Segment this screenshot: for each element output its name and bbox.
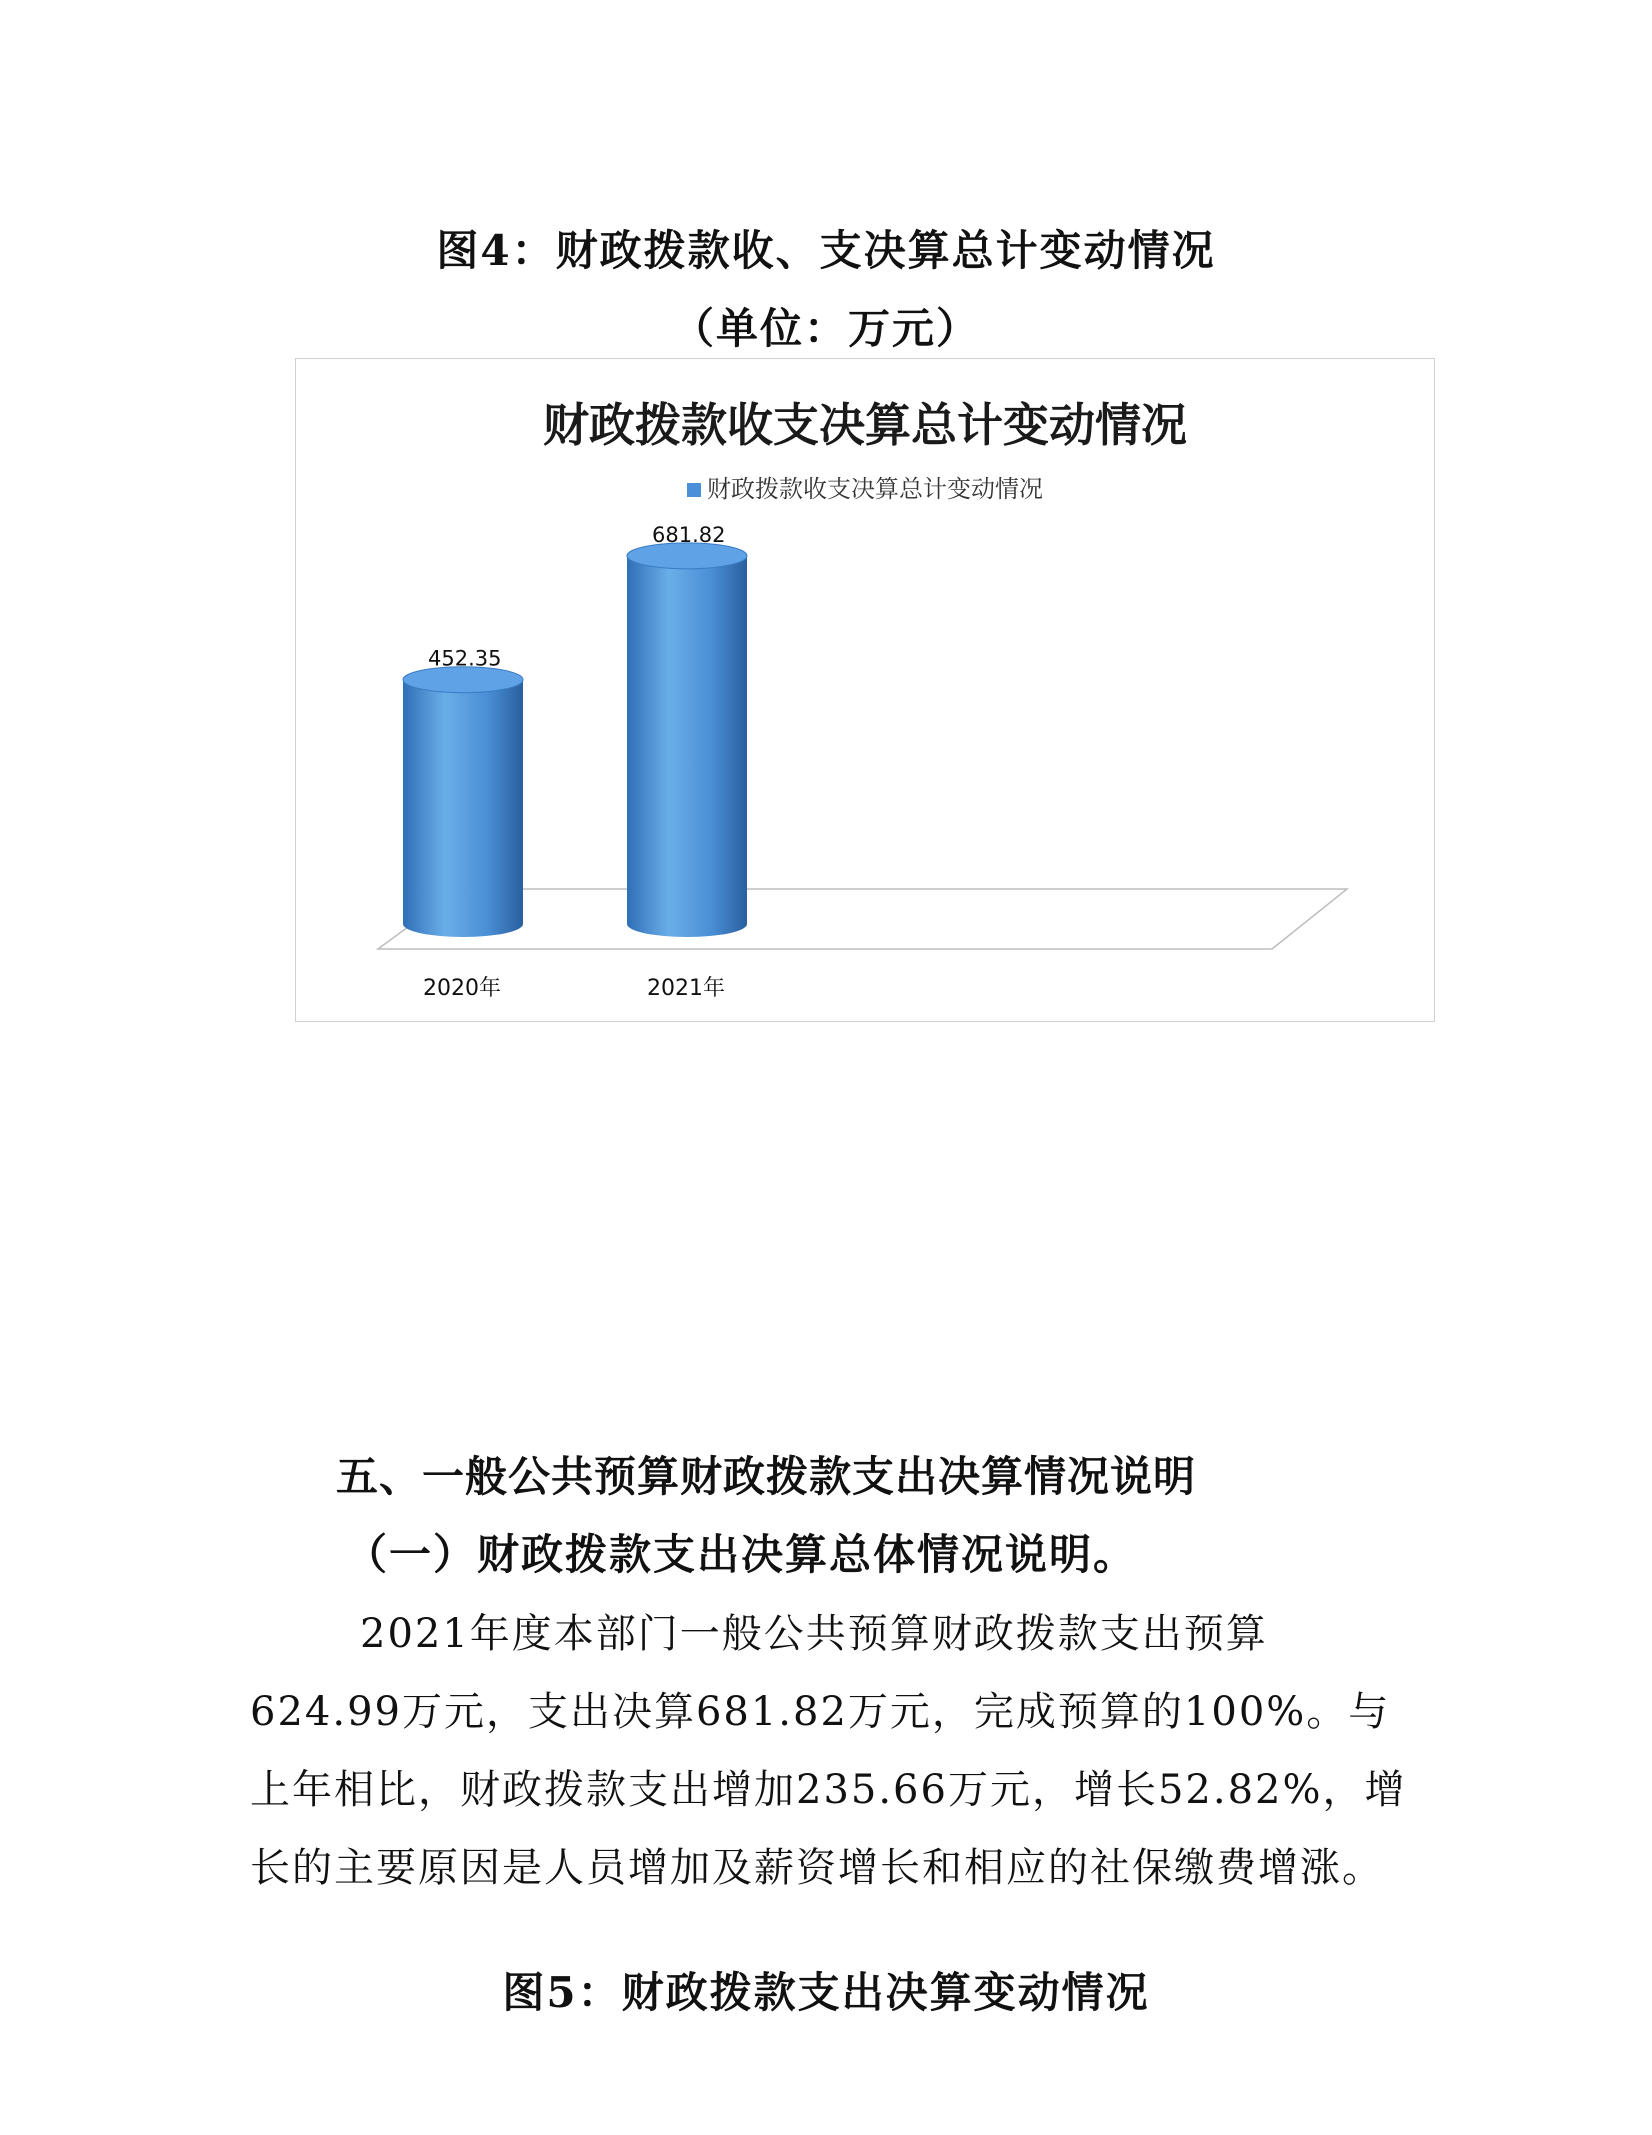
legend-label: 财政拨款收支决算总计变动情况 (707, 475, 1043, 503)
bar-value-label: 681.82 (652, 522, 726, 547)
sub-heading: （一）财政拨款支出决算总体情况说明。 (345, 1530, 1138, 1579)
chart-title: 财政拨款收支决算总计变动情况 (543, 398, 1187, 452)
chart-plot (296, 359, 1436, 1023)
section-heading: 五、一般公共预算财政拨款支出决算情况说明 (336, 1452, 1197, 1501)
category-label: 2020年 (423, 976, 501, 1001)
figure-5-caption: 图5：财政拨款支出决算变动情况 (502, 1968, 1150, 2017)
bar-value-label: 452.35 (428, 646, 502, 671)
category-label: 2021年 (647, 976, 725, 1001)
bar-body (627, 556, 747, 937)
body-paragraph: 2021年度本部门一般公共预算财政拨款支出预算624.99万元，支出决算681.82万元，完成预算的100%。与上年相比，财政拨款支出增加235.66万元，增长52.82%，增长的主要原因是人员增加及薪资增长和相应的社保缴费增涨。 (250, 1611, 1407, 1891)
bar-cylinder (403, 667, 523, 937)
bar-body (403, 680, 523, 937)
bar-cylinder (627, 543, 747, 937)
chart-frame (295, 358, 1435, 1022)
chart-floor (378, 889, 1347, 949)
bars-layer (403, 523, 747, 1001)
figure-4-unit: （单位：万元） (671, 304, 980, 353)
figure-4-caption: 图4：财政拨款收、支决算总计变动情况 (436, 226, 1216, 275)
